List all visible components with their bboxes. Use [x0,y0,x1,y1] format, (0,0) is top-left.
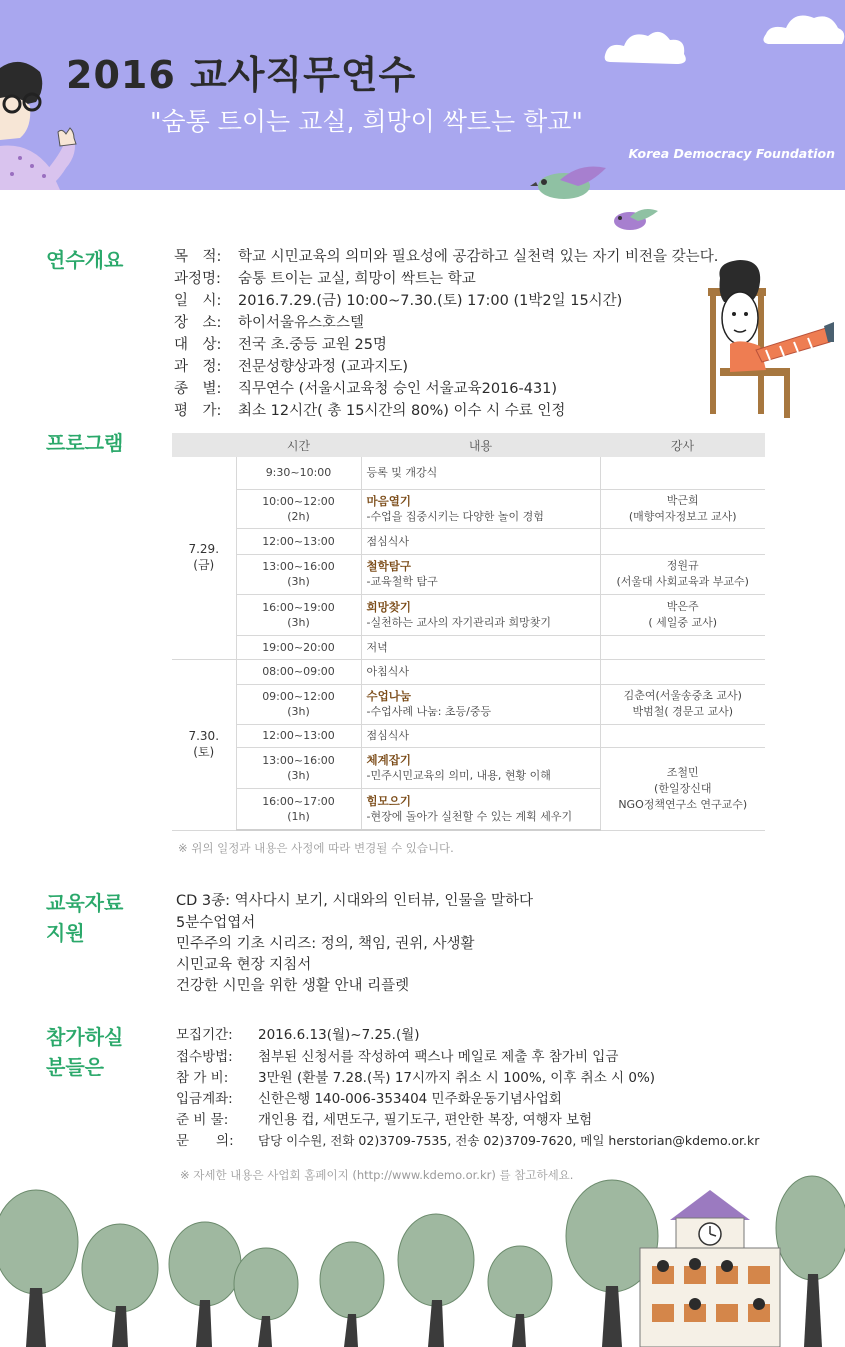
lecturer-cell [600,747,765,830]
time-hours: (3h) [287,705,310,718]
materials-title-line: 지원 [46,921,85,945]
overview-label: 과정명: [174,271,221,287]
lecturer-cell [600,635,765,659]
participants-value: 신한은행 140-006-353404 민주화운동기념사업회 [258,1091,562,1107]
student-chair-illustration [700,258,835,423]
table-row [172,724,765,747]
table-header-time: 시간 [236,433,361,457]
overview-row [174,355,408,376]
materials-title-line: 교육자료 [46,891,124,915]
time-cell [236,684,361,724]
participants-label: 입금계좌: [176,1091,233,1107]
time-cell: 08:00~09:00 [236,659,361,684]
time-hours: (1h) [287,809,310,823]
lecturer-cell [600,489,765,528]
lecturer-cell [600,554,765,594]
time-range: 16:00~17:00 [262,794,335,808]
overview-value: 2016.7.29.(금) 10:00~7.30.(토) 17:00 (1박2일 15시간) [238,293,623,309]
session-title: 희망찾기 [366,599,411,614]
program-schedule-table [172,433,765,831]
content-cell: 점심식사 [361,724,600,747]
day-weekday: (금) [193,558,215,573]
lecturer-affiliation: (한일장신대 [654,781,712,795]
overview-row [174,377,557,398]
content-cell [361,594,600,635]
lecturer-cell [600,684,765,724]
time-range: 10:00~12:00 [262,494,335,508]
content-cell: 점심식사 [361,528,600,554]
overview-value: 숨통 트이는 교실, 희망이 싹트는 학교 [238,271,476,287]
participants-value: 3만원 (환불 7.28.(목) 17시까지 취소 시 100%, 이후 취소 시 0%) [258,1070,656,1086]
content-cell: 아침식사 [361,659,600,684]
session-desc: -현장에 돌아가 실천할 수 있는 계획 세우기 [366,809,573,823]
time-range: 13:00~16:00 [262,753,335,767]
session-title: 마음열기 [366,493,411,508]
time-hours: (3h) [287,575,310,588]
lecturer-cell [600,594,765,635]
session-desc: -교육철학 탐구 [366,575,438,588]
participants-label: 참 가 비: [176,1070,229,1086]
day-date: 7.30. [188,729,220,743]
overview-row [174,289,622,310]
time-hours: (2h) [287,509,310,523]
participants-label: 모집기간: [176,1027,233,1043]
overview-value: 전문성향상과정 (교과지도) [238,359,408,375]
table-header-content: 내용 [361,433,600,457]
day-weekday: (토) [193,745,215,759]
participants-value: 담당 이수원, 전화 02)3709-7535, 전송 02)3709-7620, 메일 herstorian@kdemo.or.kr [258,1133,760,1148]
table-row [172,457,765,489]
page-subtitle: "숨통 트이는 교실, 희망이 싹트는 학교" [150,107,583,136]
organization-name: Korea Democracy Foundation [628,146,835,161]
header-banner [0,0,845,190]
overview-label: 장 소: [174,315,222,331]
lecturer-name: 박범철( 경문고 교사) [632,705,734,718]
table-row [172,747,765,788]
overview-value: 하이서울유스호스텔 [238,315,365,331]
session-desc: -실천하는 교사의 자기관리과 희망찾기 [366,615,551,629]
lecturer-affiliation: (서울대 사회교육과 부교수) [616,575,749,588]
list-item: 건강한 시민을 위한 생활 안내 리플렛 [176,978,410,994]
overview-label: 평 가: [174,403,222,419]
session-title: 철학탐구 [366,559,411,573]
table-header-row [172,433,765,457]
overview-row [174,245,718,266]
lecturer-name: 김춘여(서울송중초 교사) [623,689,742,702]
table-row [172,635,765,659]
participants-row [176,1066,655,1086]
content-cell [361,747,600,788]
lecturer-affiliation: ( 세일중 교사) [648,615,718,629]
overview-section-title: 연수개요 [46,248,124,272]
overview-row [174,333,387,354]
participants-label: 접수방법: [176,1049,233,1065]
participants-title-line: 분들은 [46,1055,104,1079]
lecturer-cell [600,528,765,554]
table-row [172,659,765,684]
overview-row [174,267,476,288]
bird-icon [530,162,610,210]
bird-icon [608,205,660,235]
table-row [172,554,765,594]
participants-label: 준 비 물: [176,1112,229,1128]
overview-label: 일 시: [174,293,222,309]
time-range: 16:00~19:00 [262,600,335,614]
lecturer-cell [600,659,765,684]
session-title: 수업나눔 [366,689,411,703]
participants-row [176,1129,759,1149]
overview-label: 과 정: [174,359,222,375]
day-cell [172,659,236,830]
content-cell: 저녁 [361,635,600,659]
session-title: 힘모으기 [366,793,411,808]
list-item: 시민교육 현장 지침서 [176,957,312,973]
overview-value: 학교 시민교육의 의미와 필요성에 공감하고 실천력 있는 자기 비전을 갖는다. [238,249,719,265]
session-desc: -수업을 집중시키는 다양한 놀이 경험 [366,509,544,523]
participants-label: 문 의: [176,1133,234,1149]
overview-value: 최소 12시간( 총 15시간의 80%) 이수 시 수료 인정 [238,403,566,419]
overview-label: 종 별: [174,381,222,397]
time-cell [236,554,361,594]
lecturer-affiliation: NGO정책연구소 연구교수) [618,797,748,811]
table-row [172,684,765,724]
lecturer-cell [600,457,765,489]
participants-row [176,1087,562,1107]
content-cell [361,788,600,830]
participants-row [176,1045,618,1065]
time-hours: (3h) [287,768,310,782]
participants-row [176,1023,420,1043]
list-item: CD 3종: 역사다시 보기, 시대와의 인터뷰, 인물을 말하다 [176,893,534,909]
time-cell: 19:00~20:00 [236,635,361,659]
time-hours: (3h) [287,615,310,629]
overview-row [174,311,364,332]
table-header-day [172,433,236,457]
list-item: 5분수업엽서 [176,915,256,931]
content-cell: 등록 및 개강식 [361,457,600,489]
day-cell [172,457,236,659]
overview-label: 대 상: [174,337,222,353]
time-cell: 12:00~13:00 [236,528,361,554]
table-row [172,528,765,554]
time-cell [236,489,361,528]
participants-section-title [46,1022,123,1082]
content-cell [361,554,600,594]
footer-note: ※ 자세한 내용은 사업회 홈페이지 (http://www.kdemo.or.kr) 를 참고하세요. [180,1168,574,1182]
schedule-note: ※ 위의 일정과 내용은 사정에 따라 변경될 수 있습니다. [178,841,454,855]
overview-label: 목 적: [174,249,222,265]
time-cell [236,788,361,830]
lecturer-cell [600,724,765,747]
lecturer-affiliation: (매향여자정보고 교사) [628,509,737,523]
lecturer-name: 정원규 [666,559,699,572]
participants-value: 첨부된 신청서를 작성하여 팩스나 메일로 제출 후 참가비 입금 [258,1049,619,1065]
materials-section-title [46,888,123,948]
session-desc: -수업사례 나눔: 초등/중등 [366,705,492,718]
participants-value: 2016.6.13(월)~7.25.(월) [258,1027,420,1043]
cloud-icon [600,22,690,70]
overview-value: 직무연수 (서울시교육청 승인 서울교육2016-431) [238,381,558,397]
content-cell [361,489,600,528]
time-cell: 9:30~10:00 [236,457,361,489]
content-cell [361,684,600,724]
session-desc: -민주시민교육의 의미, 내용, 현황 이해 [366,768,551,782]
session-title: 체계잡기 [366,752,411,767]
table-header-lecturer: 강사 [600,433,765,457]
participants-title-line: 참가하실 [46,1025,124,1049]
table-row [172,489,765,528]
time-cell: 12:00~13:00 [236,724,361,747]
list-item: 민주주의 기초 시리즈: 정의, 책임, 권위, 사생활 [176,936,475,952]
cloud-icon [760,6,845,51]
program-section-title: 프로그램 [46,431,124,455]
participants-row [176,1108,592,1128]
day-date: 7.29. [188,542,220,557]
time-range: 09:00~12:00 [262,690,335,703]
time-range: 13:00~16:00 [262,560,335,573]
time-cell [236,594,361,635]
table-row [172,594,765,635]
time-cell [236,747,361,788]
trees-school-illustration [0,1170,845,1347]
lecturer-name: 박근희 [666,493,699,507]
overview-value: 전국 초.중등 교원 25명 [238,337,387,353]
overview-row [174,399,565,420]
page-title: 2016 교사직무연수 [66,53,417,97]
lecturer-name: 조철민 [666,765,699,779]
lecturer-name: 박은주 [666,599,699,613]
participants-value: 개인용 컵, 세면도구, 필기도구, 편안한 복장, 여행자 보험 [258,1112,593,1128]
